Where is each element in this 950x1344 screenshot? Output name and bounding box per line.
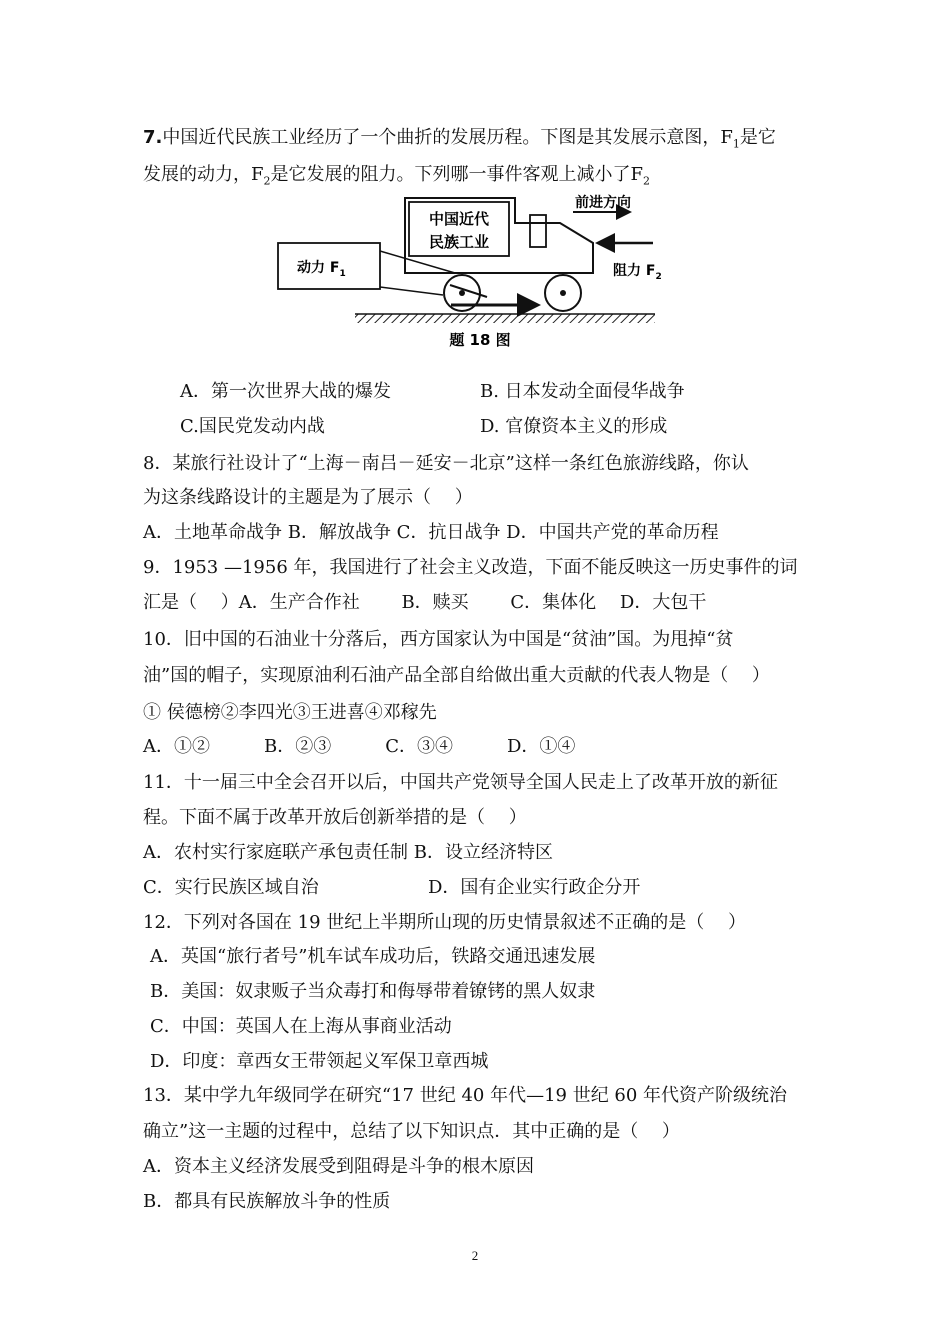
q11-option-d: D．国有企业实行政企分开 — [428, 877, 641, 898]
q11-option-c: C．实行民族区域自治 — [143, 877, 319, 898]
q7-line-1: 7.中国近代民族工业经历了一个曲折的发展历程。下图是其发展示意图，$F_1$是它 — [143, 127, 776, 151]
resistance-label: 阻力 $F_2$ — [613, 263, 662, 282]
q7-number: 7. — [143, 127, 163, 148]
q7-option-c: C.国民党发动内战 — [180, 416, 325, 437]
q12-option-c: C．中国：英国人在上海从事商业活动 — [150, 1016, 452, 1037]
q10-line-1: 10．旧中国的石油业十分落后，西方国家认为中国是“贫油”国。为甩掉“贫 — [143, 629, 734, 650]
q10-line-2: 油”国的帽子，实现原油利石油产品全部自给做出重大贡献的代表人物是（ ） — [143, 665, 770, 686]
q8-line-1: 8．某旅行社设计了“上海－南吕－延安－北京”这样一条红色旅游线路，你认 — [143, 453, 749, 474]
q9-line-2: 汇是（ ）A．生产合作社 B．赎买 C．集体化 D．大包干 — [143, 592, 707, 613]
tow-line-bottom — [380, 287, 443, 295]
q10-line-3: ① 侯德榜②李四光③王进喜④邓稼先 — [143, 702, 437, 723]
q13-line-2: 确立”这一主题的过程中，总结了以下知识点．其中正确的是（ ） — [143, 1121, 680, 1142]
rear-wheel-hub — [459, 290, 465, 296]
industry-force-diagram — [275, 193, 665, 353]
q12-option-a: A．英国“旅行者号”机车试车成功后，铁路交通迅速发展 — [150, 946, 596, 967]
q10-options: A．①② B．②③ C．③④ D．①④ — [143, 736, 576, 757]
industry-label-1: 中国近代 — [428, 210, 490, 228]
figure-caption: 题 18 图 — [449, 331, 511, 349]
q11-line-2: 程。下面不属于改革开放后创新举措的是（ ） — [143, 807, 527, 828]
front-wheel-hub — [560, 290, 566, 296]
industry-label-2: 民族工业 — [428, 233, 490, 251]
q8-line-2: 为这条线路设计的主题是为了展示（ ） — [143, 487, 473, 508]
q12-option-d: D．印度：章西女王带领起义军保卫章西城 — [150, 1051, 489, 1072]
q11-line-1: 11．十一届三中全会召开以后，中国共产党领导全国人民走上了改革开放的新征 — [143, 772, 778, 793]
q13-option-a: A．资本主义经济发展受到阻碍是斗争的根木原因 — [143, 1156, 534, 1177]
q7-option-d: D. 官僚资本主义的形成 — [480, 416, 668, 437]
power-label: 动力 $F_1$ — [297, 260, 346, 279]
q13-line-1: 13．某中学九年级同学在研究“17 世纪 40 年代—19 世纪 60 年代资产阶级统治 — [143, 1085, 788, 1106]
q8-options: A．土地革命战争 B．解放战争 C．抗日战争 D．中国共产党的革命历程 — [143, 522, 719, 543]
q7-line-2: 发展的动力，$F_2$是它发展的阻力。下列哪一事件客观上减小了$F_2$ — [143, 164, 650, 188]
tow-line-top — [380, 251, 455, 273]
q9-line-1: 9．1953 —1956 年，我国进行了社会主义改造，下面不能反映这一历史事件的词 — [143, 557, 798, 578]
q12-line-1: 12．下列对各国在 19 世纪上半期所山现的历史情景叙述不正确的是（ ） — [143, 912, 746, 933]
q13-option-b: B．都具有民族解放斗争的性质 — [143, 1191, 391, 1212]
page-number: 2 — [471, 1248, 479, 1263]
q7-option-b: B. 日本发动全面侵华战争 — [480, 381, 685, 402]
ground-hatch — [355, 314, 655, 323]
q12-option-b: B．美国：奴隶贩子当众毒打和侮辱带着镣铐的黑人奴隶 — [150, 981, 596, 1002]
q7-option-a: A．第一次世界大战的爆发 — [180, 381, 391, 402]
cart-window — [530, 215, 546, 247]
q11-line-3: A．农村实行家庭联产承包责任制 B．设立经济特区 — [143, 842, 553, 863]
forward-label: 前进方向 — [575, 195, 631, 211]
